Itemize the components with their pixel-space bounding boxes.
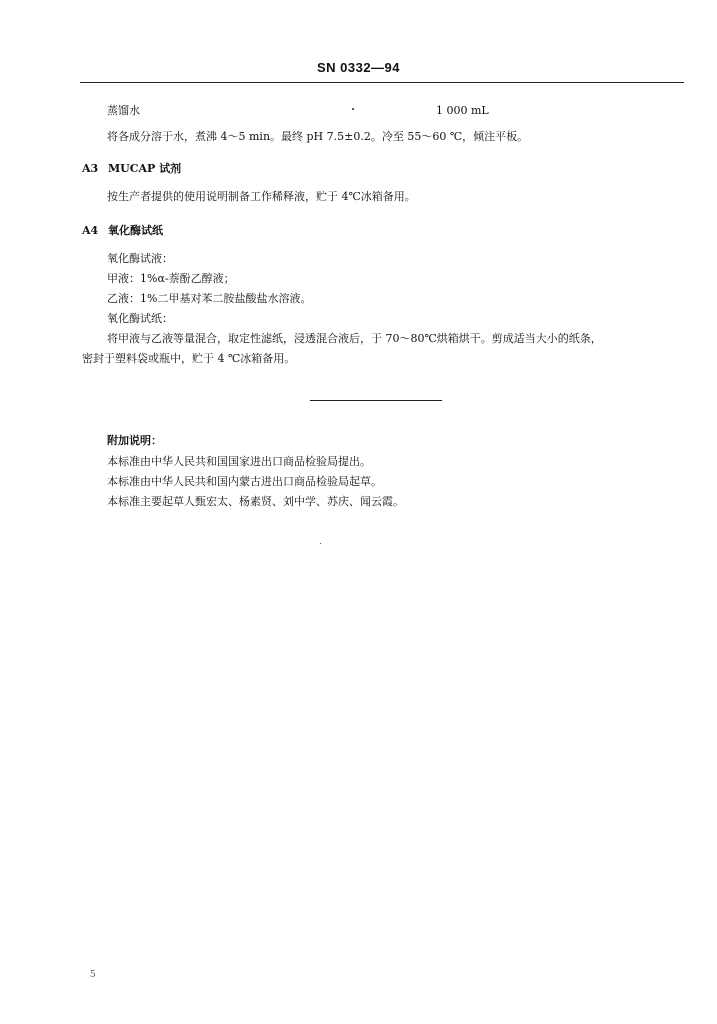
water-label: 蒸馏水	[107, 104, 140, 117]
section-a3-body: 按生产者提供的使用说明制备工作稀释液，贮于 4℃冰箱备用。	[107, 190, 416, 203]
section-a3-heading	[82, 160, 181, 176]
note-line-2: 本标准由中华人民共和国内蒙古进出口商品检验局起草。	[107, 475, 382, 488]
end-rule	[310, 400, 442, 401]
oxidase-reagent-label: 氧化酶试液：	[107, 252, 173, 265]
standard-code-header: SN 0332—94	[316, 60, 401, 75]
water-amount: 1 000 mL	[436, 104, 489, 117]
scan-speck	[320, 543, 321, 544]
preparation-line-1: 将甲液与乙液等量混合，取定性滤纸，浸透混合液后，于 70～80℃烘箱烘干。剪成适当大小的纸条，	[107, 332, 602, 345]
section-a3-title: MUCAP 试剂	[108, 162, 182, 175]
notes-title: 附加说明：	[107, 434, 162, 447]
section-a4-heading	[82, 222, 163, 238]
header-rule	[80, 82, 684, 83]
section-a4-number: A4	[82, 224, 99, 237]
preparation-line-2: 密封于塑料袋或瓶中，贮于 4 ℃冰箱备用。	[82, 352, 296, 365]
solution-b: 乙液：1%二甲基对苯二胺盐酸盐水溶液。	[107, 292, 312, 305]
dissolve-instruction: 将各成分溶于水，煮沸 4～5 min。最终 pH 7.5±0.2。冷至 55～60 ℃，倾注平板。	[107, 130, 529, 143]
note-line-1: 本标准由中华人民共和国国家进出口商品检验局提出。	[107, 455, 371, 468]
section-a4-title: 氧化酶试纸	[108, 224, 163, 237]
page-number: 5	[90, 970, 96, 980]
scan-speck	[352, 108, 354, 110]
section-a3-number: A3	[82, 162, 99, 175]
note-line-3: 本标准主要起草人甄宏太、杨素贤、刘中学、苏庆、闻云霞。	[107, 495, 404, 508]
oxidase-paper-label: 氧化酶试纸：	[107, 312, 173, 325]
solution-a: 甲液：1%α-萘酚乙醇液；	[107, 272, 235, 285]
